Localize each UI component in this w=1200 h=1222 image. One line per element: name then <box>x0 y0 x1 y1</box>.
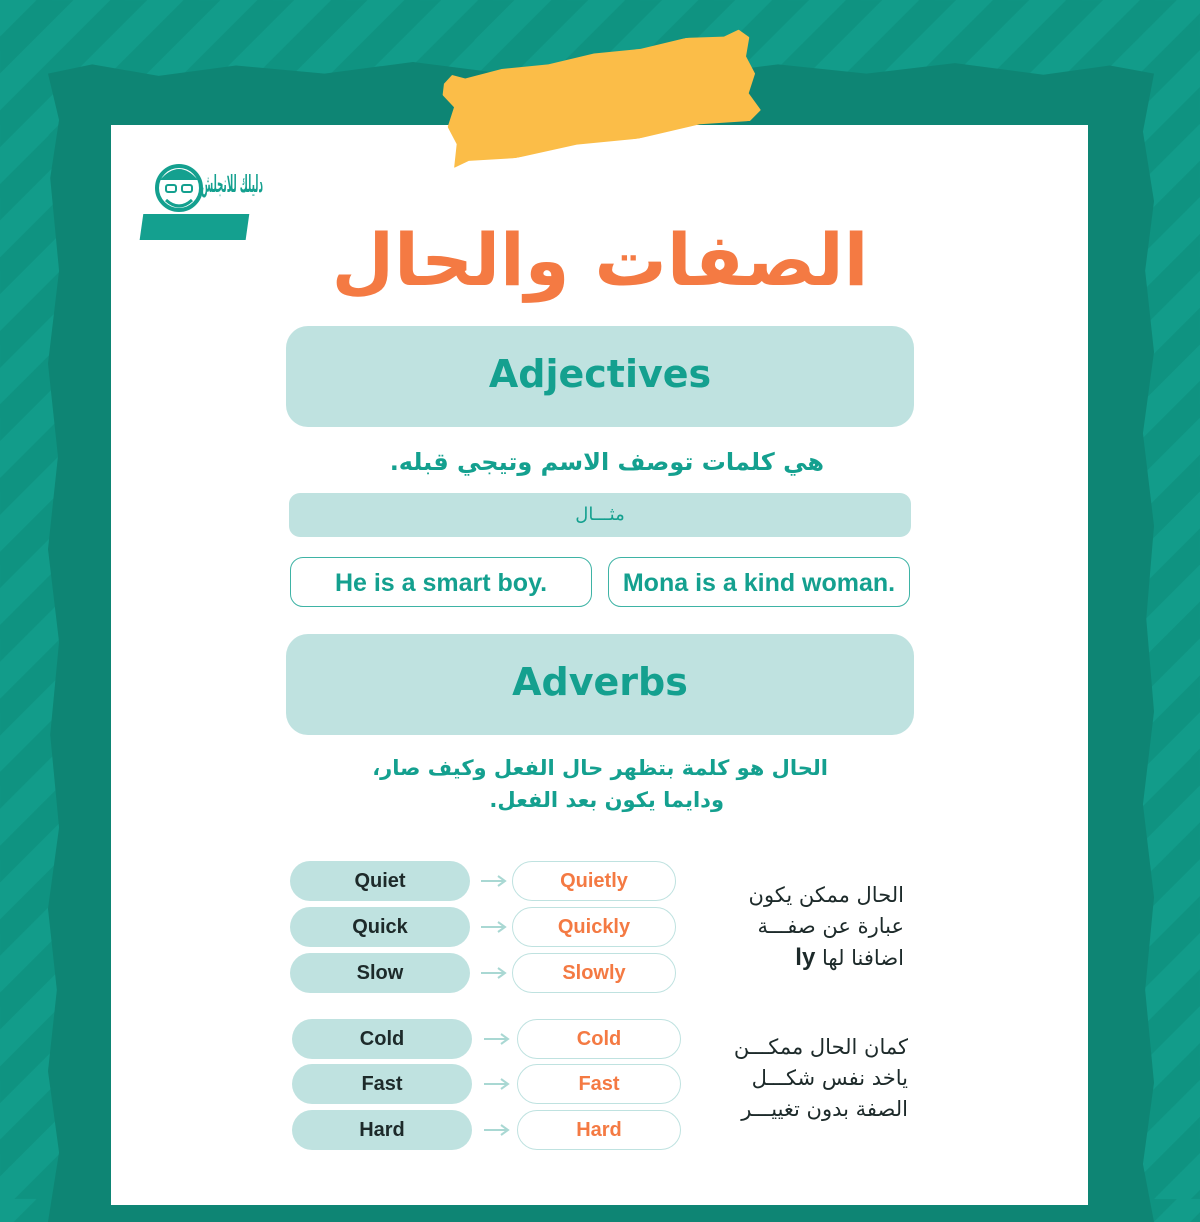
arrow-right-icon <box>484 1033 510 1045</box>
adjectives-definition: هي كلمات توصف الاسم وتيجي قبله. <box>389 448 824 476</box>
adverb-pill: Slowly <box>512 953 676 993</box>
example-label-bar <box>289 493 911 537</box>
adjective-pill: Cold <box>292 1019 472 1059</box>
arrow-right-icon <box>484 1078 510 1090</box>
adverb-pill: Fast <box>517 1064 681 1104</box>
adjective-pill: Quiet <box>290 861 470 901</box>
adjective-pill: Hard <box>292 1110 472 1150</box>
group2-note-line3: الصفة بدون تغييـــر <box>741 1097 908 1121</box>
group2-note-line2: ياخد نفس شكـــل <box>751 1066 908 1090</box>
group1-note-line3-wrap <box>700 942 904 974</box>
arrow-right-icon <box>481 967 507 979</box>
adverbs-definition-line2: ودايما يكون بعد الفعل. <box>489 788 724 812</box>
logo-text: دليلك للانجلش <box>201 170 263 198</box>
adjective-pill: Quick <box>290 907 470 947</box>
group2-note-line1: كمان الحال ممكـــن <box>733 1035 908 1059</box>
brand-logo <box>146 152 264 247</box>
example-label: مثـــال <box>575 504 625 525</box>
arrow-right-icon <box>481 875 507 887</box>
group2-note <box>700 1032 908 1125</box>
ly-suffix: ly <box>795 944 816 971</box>
adverbs-definition-line1: الحال هو كلمة بتظهر حال الفعل وكيف صار، <box>372 756 828 780</box>
example-sentence-2: Mona is a kind woman. <box>622 569 896 597</box>
adverb-pill: Quickly <box>512 907 676 947</box>
adverbs-heading: Adverbs <box>512 660 688 704</box>
group1-note-line2: عبارة عن صفـــة <box>757 914 904 938</box>
adjectives-heading: Adjectives <box>488 352 712 396</box>
example-box-2 <box>608 557 910 607</box>
adjective-pill: Slow <box>290 953 470 993</box>
page-title: الصفات والحال <box>331 218 869 302</box>
group1-note-line3: اضافنا لها <box>822 946 904 970</box>
adverb-pill: Hard <box>517 1110 681 1150</box>
arrow-right-icon <box>484 1124 510 1136</box>
adverb-pill: Quietly <box>512 861 676 901</box>
example-sentence-1: He is a smart boy. <box>334 569 548 597</box>
group1-note <box>700 880 904 974</box>
example-box-1 <box>290 557 592 607</box>
adverbs-heading-box <box>286 634 914 735</box>
arrow-right-icon <box>481 921 507 933</box>
adjectives-heading-box <box>286 326 914 427</box>
adjective-pill: Fast <box>292 1064 472 1104</box>
group1-note-line1: الحال ممكن يكون <box>748 883 904 907</box>
adverb-pill: Cold <box>517 1019 681 1059</box>
